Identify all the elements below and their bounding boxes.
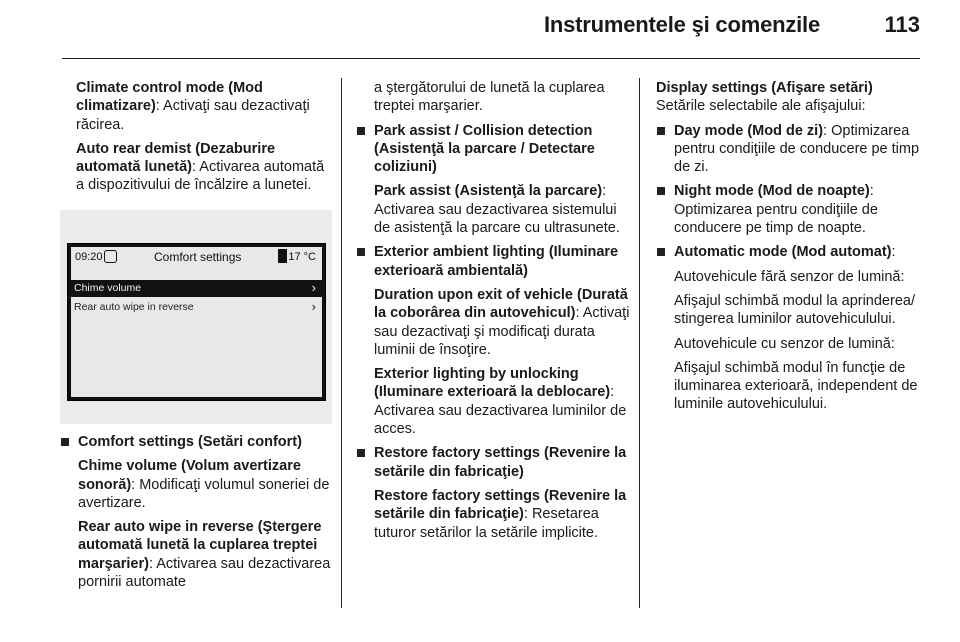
paragraph-without-sensor: Autovehicule fără senzor de lumină: [674, 268, 905, 285]
thermometer-icon [278, 249, 287, 263]
bullet-square-icon [657, 248, 665, 256]
paragraph-restore-factory: Restore factory settings (Revenire la setările din fabricaţie): Resetarea tuturor setărilor la setările implicite. [374, 487, 627, 541]
bullet-square-icon [357, 127, 365, 135]
bullet-restore-factory: Restore factory settings (Revenire la setările din fabricaţie) [356, 444, 631, 481]
bullet-park-assist: Park assist / Collision detection (Asistenţă la parcare / Detectare coliziuni) [356, 122, 631, 177]
column-2 [356, 79, 631, 548]
paragraph-lights-on-off: Afişajul schimbă modul la aprinderea/ stingerea luminilor autovehiculului. [674, 292, 915, 328]
menu-item-rear-auto-wipe[interactable]: Rear auto wipe in reverse › [74, 299, 316, 314]
paragraph-auto-rear-demist: Auto rear demist (Dezaburire automată lunetă): Activarea automată a dispozitivului de încălzire a lunetei. [76, 140, 325, 194]
clock-icon [104, 250, 117, 263]
paragraph-lighting-unlocking: Exterior lighting by unlocking (Iluminare exterioară la deblocare): Activarea sau dezactivarea luminilor de acces. [374, 366, 627, 438]
display-screenshot [60, 210, 332, 424]
page-header-title: Instrumentele şi comenzile [544, 12, 820, 37]
chevron-right-icon: › [311, 299, 316, 314]
display-time: 09:20 [75, 251, 103, 263]
paragraph-chime-volume: Chime volume (Volum avertizare sonoră): Modificaţi volumul soneriei de avertizare. [78, 458, 330, 511]
display-title: Comfort settings [154, 250, 242, 264]
bullet-square-icon [357, 449, 365, 457]
paragraph-duration-exit: Duration upon exit of vehicle (Durată la coborârea din autovehicul): Activaţi sau dezactivaţi şi modificaţi durata luminii de însoţire. [374, 286, 630, 358]
bullet-square-icon [657, 187, 665, 195]
column-divider-1 [341, 78, 342, 608]
header-rule [62, 58, 920, 59]
bullet-square-icon [61, 438, 69, 446]
display-status-bar [71, 247, 322, 269]
paragraph-display-settings: Display settings (Afişare setări) Setările selectabile ale afişajului: [656, 80, 873, 115]
bullet-exterior-lighting: Exterior ambient lighting (Iluminare exterioară ambientală) [356, 243, 631, 280]
display-temperature: 17 °C [288, 251, 316, 263]
bullet-automatic-mode: Automatic mode (Mod automat): [656, 243, 931, 261]
chevron-right-icon: › [311, 280, 316, 295]
column-1-bottom [60, 433, 332, 597]
column-divider-2 [639, 78, 640, 608]
column-3 [656, 79, 931, 420]
display-screen [67, 243, 326, 401]
paragraph-wiper-continued: a ştergătorului de lunetă la cuplarea treptei marşarier. [374, 80, 605, 115]
bullet-square-icon [357, 248, 365, 256]
paragraph-park-assist: Park assist (Asistenţă la parcare): Activarea sau dezactivarea sistemului de asistenţă la parcare cu ultrasunete. [374, 183, 620, 237]
column-1-top [76, 79, 331, 201]
paragraph-climate-control: Climate control mode (Mod climatizare): Activaţi sau dezactivaţi răcirea. [76, 80, 310, 133]
bullet-comfort-settings: Comfort settings (Setări confort) [60, 433, 332, 451]
bullet-night-mode: Night mode (Mod de noapte): Optimizarea pentru condiţiile de conducere pe timp de noapte. [656, 182, 931, 237]
page-number: 113 [884, 12, 920, 37]
bullet-square-icon [657, 127, 665, 135]
paragraph-rear-auto-wipe: Rear auto wipe in reverse (Ştergere automată lunetă la cuplarea treptei marşarier): Activarea sau dezactivarea pornirii automate [78, 519, 331, 591]
paragraph-exterior-illumination: Afişajul schimbă modul în funcţie de iluminarea exterioară, independent de luminile autovehiculului. [674, 359, 918, 413]
menu-item-chime-volume[interactable]: Chime volume › [71, 280, 322, 297]
bullet-day-mode: Day mode (Mod de zi): Optimizarea pentru condiţiile de conducere pe timp de zi. [656, 122, 931, 177]
paragraph-with-sensor: Autovehicule cu senzor de lumină: [674, 335, 895, 352]
